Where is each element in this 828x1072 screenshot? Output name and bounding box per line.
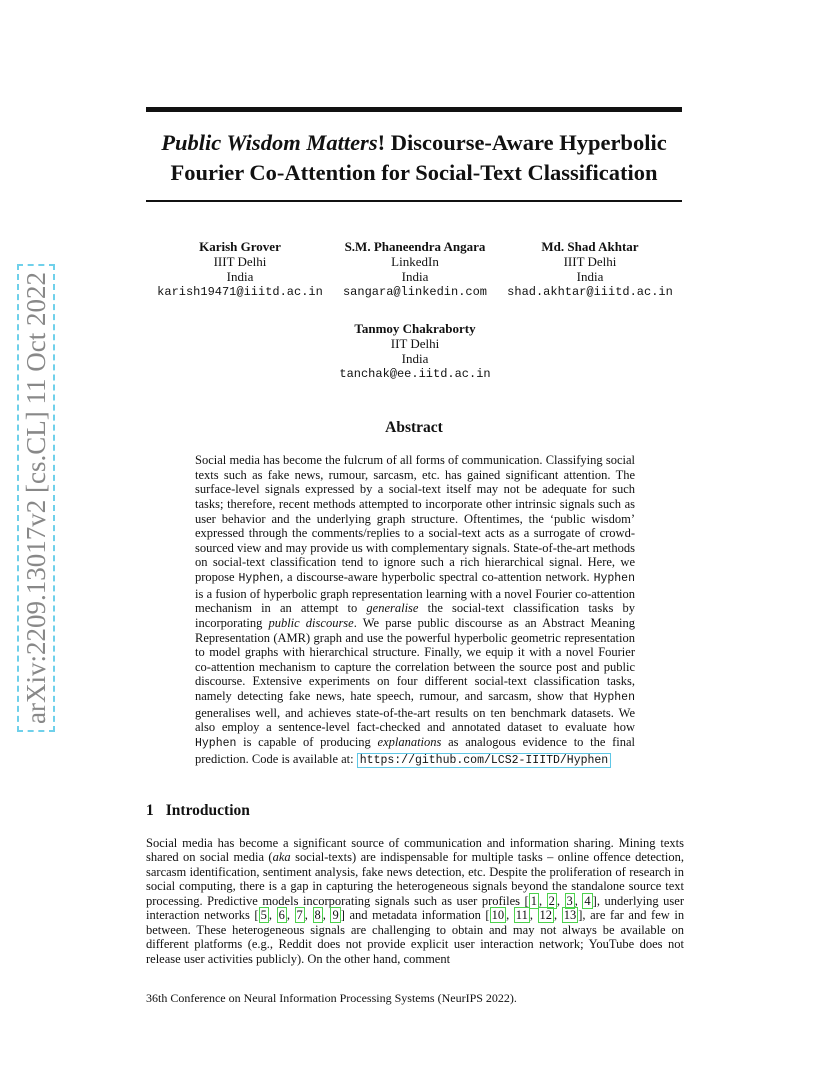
emphasis: public discourse	[268, 615, 354, 630]
emphasis: explanations	[377, 734, 442, 749]
model-name: Hyphen	[238, 572, 280, 585]
section-heading-introduction	[146, 802, 250, 820]
intro-text: ], are far and few in between. These heterogeneous signals are challenging to obtain and may not always be available on different platforms (e.g., Reddit does not provide explicit user interaction network; YouTube does not release user activities publicly). On the other hand, comment	[146, 908, 685, 966]
abstract-text: is a fusion of hyperbolic graph representation learning with a novel Fourier co-attention mechanism in an attempt to	[195, 586, 635, 616]
author-block	[326, 321, 504, 382]
abstract-body	[195, 453, 635, 768]
author-affiliation: IIIT Delhi	[213, 254, 267, 269]
citation-link[interactable]: 8	[314, 908, 321, 923]
abstract-heading: Abstract	[385, 419, 443, 436]
author-affiliation: IIIT Delhi	[563, 254, 617, 269]
author-country: India	[226, 269, 254, 284]
intro-text: social-texts) are indispensable for multiple tasks – online offence detection, sarcasm identification, sentiment analysis, fake news detection, etc. Despite the proliferation of research in social computing, there is a gap in capturing the heterogeneous signals beyond the standalone source text processing. Predictive models incorporating signals such as user profiles [	[146, 850, 685, 908]
title-italic-part: Public Wisdom Matters	[161, 130, 378, 155]
citation-link[interactable]: 13	[563, 908, 577, 923]
author-name: S.M. Phaneendra Angara	[344, 239, 486, 254]
abstract-text: . We parse public discourse as an Abstract Meaning Representation (AMR) graph and use the powerful hyperbolic geometric representation to model graphs with hierarchical structure. Finally, we equip it with a novel Fourier co-attention mechanism to capture the correlation between the source post and public discourse. Extensive experiments on four different social-text classification tasks, namely detecting fake news, hate speech, rumour, and sarcasm, show that	[195, 615, 635, 703]
intro-text: ] and metadata information [	[340, 908, 490, 923]
citation-link[interactable]: 4	[584, 893, 591, 908]
abstract-text: the social-text classification tasks by incorporating	[195, 601, 635, 630]
author-email[interactable]: shad.akhtar@iiitd.ac.in	[507, 285, 673, 299]
section-title: Introduction	[165, 802, 250, 819]
author-block	[150, 239, 330, 300]
author-affiliation: LinkedIn	[391, 254, 439, 269]
arxiv-identifier[interactable]: arXiv:2209.13017v2 [cs.CL] 11 Oct 2022	[17, 264, 55, 732]
citation-link[interactable]: 3	[566, 893, 573, 908]
author-country: India	[401, 351, 429, 366]
citation-link[interactable]: 11	[515, 908, 528, 923]
author-block	[500, 239, 680, 300]
conference-footnote: 36th Conference on Neural Information Processing Systems (NeurIPS 2022).	[146, 991, 517, 1005]
model-name: Hyphen	[195, 736, 237, 750]
citation-link[interactable]: 7	[296, 908, 303, 923]
author-name: Tanmoy Chakraborty	[354, 321, 476, 336]
author-country: India	[576, 269, 604, 284]
citation-link[interactable]: 6	[278, 908, 285, 923]
citation-link[interactable]: 10	[491, 908, 505, 923]
introduction-body: Social media has become a significant source of communication and information sharing. Mining texts shared on social media (aka social-texts) are indispensable for multiple tasks – online offence detection, sarcasm identification, sentiment analysis, fake news detection, etc. Despite the proliferation of research in social computing, there is a gap in capturing the heterogeneous signals beyond the standalone source text processing. Predictive models incorporating signals such as user profiles [ 1 , 2 , 3 , 4 ], underlying user interaction networks [ 5 , 6 , 7 , 8 , 9 ] and metadata information [ 10 , 11 , 12 , 13 ], are far and few in between. These heterogeneous signals are challenging to obtain and may not always be available on different platforms (e.g., Reddit does not provide explicit user interaction network; YouTube does not release user activities publicly). On the other hand, comment	[146, 836, 685, 966]
author-affiliation: IIT Delhi	[390, 336, 440, 351]
code-link[interactable]: https://github.com/LCS2-IIITD/Hyphen	[357, 753, 611, 768]
title-top-rule	[146, 107, 682, 112]
abstract-text: as analogous evidence to the final prediction. Code is available at:	[195, 734, 635, 766]
author-email[interactable]: tanchak@ee.iitd.ac.in	[339, 367, 491, 381]
paper-title	[130, 128, 698, 188]
title-rest: ! Discourse-Aware Hyperbolic Fourier Co-Attention for Social-Text Classification	[170, 130, 667, 185]
abstract-text: is capable of producing	[236, 734, 378, 749]
author-block	[326, 239, 504, 300]
author-name: Karish Grover	[199, 239, 281, 254]
citation-link[interactable]: 1	[530, 893, 537, 908]
citation-link[interactable]: 9	[332, 908, 339, 923]
title-bottom-rule	[146, 200, 682, 202]
citation-link[interactable]: 12	[539, 908, 553, 923]
abstract-text: , a discourse-aware hyperbolic spectral co-attention network.	[279, 570, 594, 584]
citation-link[interactable]: 2	[548, 893, 555, 908]
author-name: Md. Shad Akhtar	[541, 239, 639, 254]
intro-text: Social media has become a significant source of communication and information sharing. Mining texts shared on social media (	[146, 836, 684, 865]
model-name: Hyphen	[593, 691, 635, 704]
emphasis: aka	[272, 850, 291, 865]
section-number: 1	[146, 802, 154, 819]
emphasis: generalise	[366, 601, 419, 616]
intro-text: ], underlying user interaction networks [	[146, 893, 684, 923]
author-country: India	[401, 269, 429, 284]
author-email[interactable]: sangara@linkedin.com	[342, 285, 488, 299]
author-email[interactable]: karish19471@iiitd.ac.in	[157, 285, 323, 299]
abstract-text: Social media has become the fulcrum of all forms of communication. Classifying social texts such as fake news, rumour, sarcasm, etc. has gained significant attention. The surface-level signals expressed by a social-text itself may not be adequate for such tasks; therefore, recent methods attempted to incorporate other intrinsic signals such as user behavior and the underlying graph structure. Oftentimes, the ‘public wisdom’ expressed through the comments/replies to a social-text acts as a surrogate of crowd-sourced view and may provide us with complementary signals. State-of-the-art methods on social-text classification tend to ignore such a rich hierarchical signal. Here, we propose	[195, 453, 635, 584]
citation-link[interactable]: 5	[260, 908, 267, 923]
model-name: Hyphen	[593, 572, 635, 585]
abstract-text: generalises well, and achieves state-of-the-art results on ten benchmark datasets. We also employ a sentence-level fact-checked and annotated dataset to evaluate how	[195, 705, 635, 735]
